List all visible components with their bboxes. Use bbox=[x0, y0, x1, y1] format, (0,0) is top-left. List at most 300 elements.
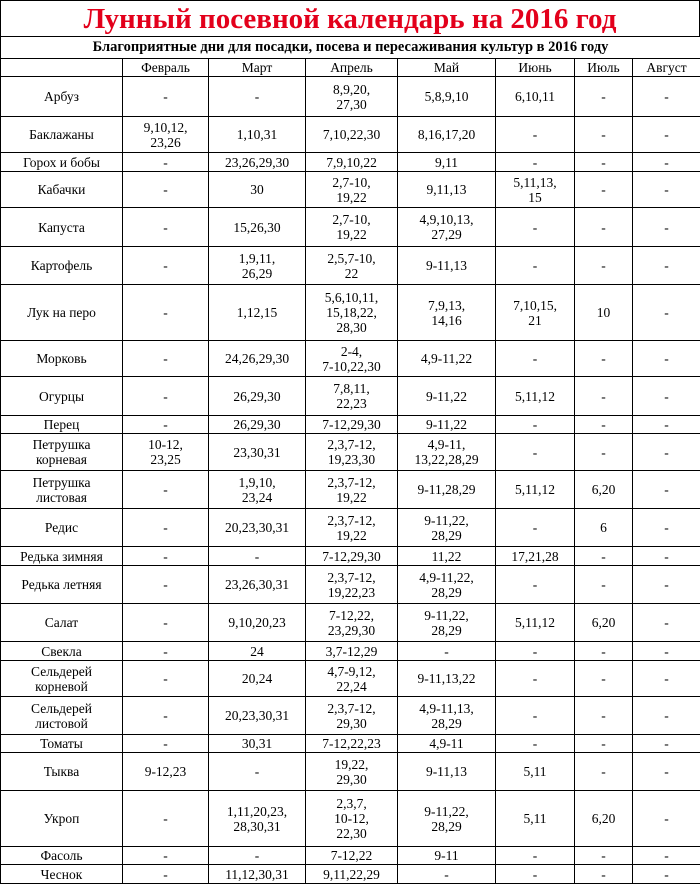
days-cell bbox=[209, 661, 306, 697]
days-line: 28,30 bbox=[336, 320, 367, 335]
days-line: 9,11 bbox=[434, 154, 459, 170]
days-line: - bbox=[601, 736, 606, 751]
month-header: Июль bbox=[575, 59, 633, 77]
days-cell bbox=[575, 77, 633, 117]
days-line: - bbox=[664, 764, 669, 779]
days-cell bbox=[633, 753, 700, 791]
days-cell bbox=[123, 416, 209, 434]
days-line: - bbox=[601, 643, 606, 659]
days-line: 10-12, bbox=[334, 811, 369, 826]
days-line: 5,11 bbox=[523, 811, 547, 826]
days-cell bbox=[575, 642, 633, 661]
days-cell bbox=[123, 604, 209, 642]
days-cell bbox=[398, 547, 496, 566]
days-cell bbox=[306, 285, 398, 341]
days-cell bbox=[575, 847, 633, 865]
days-line: 2-4, bbox=[340, 343, 363, 359]
crop-name-line: Сельдерей bbox=[31, 700, 92, 716]
crop-name-cell bbox=[1, 847, 123, 865]
days-cell bbox=[496, 547, 575, 566]
days-line: 19,22 bbox=[336, 189, 367, 205]
days-line: - bbox=[664, 258, 669, 273]
table-row bbox=[1, 791, 700, 847]
days-cell bbox=[123, 735, 209, 753]
days-line: - bbox=[664, 520, 669, 535]
days-cell bbox=[209, 642, 306, 661]
crop-name-line: листовой bbox=[35, 715, 88, 731]
month-header: Июнь bbox=[496, 59, 575, 77]
days-line: 2,3,7-12, bbox=[327, 512, 376, 528]
days-cell bbox=[398, 697, 496, 735]
table-row bbox=[1, 604, 700, 642]
days-cell bbox=[123, 77, 209, 117]
days-line: 9-11,22 bbox=[425, 417, 468, 432]
days-line: 26,29 bbox=[241, 265, 273, 281]
days-line: 9-11,13 bbox=[425, 764, 468, 779]
days-cell bbox=[398, 377, 496, 416]
days-cell bbox=[633, 735, 700, 753]
days-cell bbox=[633, 208, 700, 247]
days-cell bbox=[306, 547, 398, 566]
days-cell bbox=[398, 791, 496, 847]
days-line: - bbox=[532, 154, 538, 170]
crop-name-line: Томаты bbox=[40, 736, 83, 751]
days-line: - bbox=[601, 764, 606, 779]
crop-name-cell bbox=[1, 791, 123, 847]
days-line: 5,6,10,11, bbox=[324, 290, 379, 305]
table-row bbox=[1, 865, 700, 884]
days-cell bbox=[123, 847, 209, 865]
days-line: 6 bbox=[600, 520, 607, 535]
days-line: - bbox=[601, 127, 606, 142]
days-line: 1,11,20,23, bbox=[226, 803, 288, 819]
days-line: - bbox=[532, 577, 538, 592]
days-cell bbox=[398, 735, 496, 753]
days-line: - bbox=[664, 351, 669, 366]
days-cell bbox=[398, 847, 496, 865]
days-line: 15,26,30 bbox=[233, 219, 281, 235]
days-line: - bbox=[664, 305, 669, 320]
days-line: 26,29,30 bbox=[233, 388, 281, 404]
days-line: - bbox=[664, 708, 669, 723]
days-cell bbox=[633, 434, 700, 471]
days-line: - bbox=[163, 708, 168, 723]
days-line: - bbox=[163, 89, 168, 104]
days-line: 4,9,10,13, bbox=[419, 212, 474, 227]
days-cell bbox=[398, 642, 496, 661]
days-cell bbox=[633, 172, 700, 208]
days-cell bbox=[306, 847, 398, 865]
days-line: - bbox=[532, 219, 538, 235]
days-cell bbox=[209, 247, 306, 285]
days-line: 9,10,20,23 bbox=[228, 615, 286, 630]
days-cell bbox=[306, 642, 398, 661]
days-line: 7,10,22,30 bbox=[322, 127, 381, 142]
days-cell bbox=[633, 341, 700, 377]
days-line: 4,9-11, bbox=[427, 437, 466, 452]
days-cell bbox=[306, 661, 398, 697]
crop-name-line: Петрушка bbox=[32, 474, 91, 490]
table-row bbox=[1, 117, 700, 153]
days-cell bbox=[496, 642, 575, 661]
days-cell bbox=[209, 377, 306, 416]
days-cell bbox=[123, 341, 209, 377]
table-row bbox=[1, 471, 700, 509]
days-cell bbox=[209, 153, 306, 172]
days-cell bbox=[575, 247, 633, 285]
days-line: 9-11,13,22 bbox=[417, 671, 476, 686]
days-line: - bbox=[664, 154, 669, 170]
days-cell bbox=[306, 77, 398, 117]
days-line: - bbox=[664, 577, 669, 592]
days-cell bbox=[575, 117, 633, 153]
days-line: 5,11,12 bbox=[515, 615, 555, 630]
days-cell bbox=[123, 661, 209, 697]
days-cell bbox=[398, 566, 496, 604]
days-cell bbox=[123, 865, 209, 884]
crop-name-cell bbox=[1, 471, 123, 509]
days-line: 5,11 bbox=[523, 764, 547, 779]
days-cell bbox=[398, 416, 496, 434]
days-cell bbox=[575, 153, 633, 172]
days-cell bbox=[633, 547, 700, 566]
days-cell bbox=[306, 566, 398, 604]
days-cell bbox=[209, 172, 306, 208]
table-row bbox=[1, 847, 700, 865]
days-cell bbox=[306, 341, 398, 377]
crop-name-cell bbox=[1, 377, 123, 416]
days-cell bbox=[209, 753, 306, 791]
days-cell bbox=[306, 434, 398, 471]
days-line: - bbox=[601, 388, 606, 404]
days-cell bbox=[575, 791, 633, 847]
days-cell bbox=[209, 865, 306, 884]
days-line: - bbox=[163, 417, 168, 432]
days-cell bbox=[306, 247, 398, 285]
days-line: 7-12,29,30 bbox=[322, 417, 381, 432]
days-line: - bbox=[163, 848, 168, 863]
days-cell bbox=[398, 153, 496, 172]
days-line: - bbox=[163, 736, 168, 751]
days-line: - bbox=[601, 219, 606, 235]
crop-name-line: Кабачки bbox=[37, 182, 86, 197]
days-cell bbox=[123, 547, 209, 566]
crop-name-line: корневая bbox=[36, 452, 87, 467]
days-cell bbox=[575, 285, 633, 341]
days-line: - bbox=[664, 848, 669, 863]
days-cell bbox=[575, 566, 633, 604]
days-line: 7,8,11, bbox=[333, 381, 370, 396]
days-line: 9-11 bbox=[434, 848, 459, 863]
days-line: - bbox=[664, 736, 669, 751]
days-line: - bbox=[664, 643, 669, 659]
days-line: - bbox=[163, 548, 168, 564]
days-cell bbox=[496, 753, 575, 791]
days-line: - bbox=[664, 866, 669, 882]
days-cell bbox=[398, 172, 496, 208]
crop-name-cell bbox=[1, 172, 123, 208]
days-line: - bbox=[532, 258, 538, 273]
days-line: - bbox=[163, 182, 168, 197]
table-body bbox=[1, 77, 700, 884]
days-cell bbox=[496, 661, 575, 697]
crop-name-cell bbox=[1, 547, 123, 566]
days-line: 6,20 bbox=[591, 482, 616, 497]
crop-name-cell bbox=[1, 604, 123, 642]
days-line: - bbox=[664, 548, 669, 564]
days-line: 7-12,22,23 bbox=[322, 736, 381, 751]
days-cell bbox=[398, 77, 496, 117]
days-line: - bbox=[532, 866, 538, 882]
days-line: 23,25 bbox=[150, 452, 181, 467]
crop-name-cell bbox=[1, 661, 123, 697]
days-cell bbox=[633, 285, 700, 341]
days-line: - bbox=[601, 89, 606, 104]
days-line: 19,22 bbox=[336, 489, 367, 505]
table-row bbox=[1, 172, 700, 208]
days-line: 7-12,22 bbox=[330, 848, 373, 863]
days-cell bbox=[633, 865, 700, 884]
days-cell bbox=[633, 847, 700, 865]
days-line: 2,7-10, bbox=[332, 174, 371, 190]
days-line: - bbox=[532, 351, 538, 366]
crop-name-line: Петрушка bbox=[32, 437, 91, 452]
days-cell bbox=[398, 341, 496, 377]
days-line: - bbox=[601, 417, 606, 432]
days-line: 4,9-11,22 bbox=[420, 351, 473, 366]
month-header: Май bbox=[398, 59, 496, 77]
days-line: 13,22,28,29 bbox=[414, 452, 479, 467]
days-line: 23,30,31 bbox=[233, 444, 281, 460]
days-line: 7,9,13, bbox=[427, 297, 466, 313]
days-cell bbox=[575, 865, 633, 884]
month-header-row bbox=[1, 59, 700, 77]
days-line: 20,23,30,31 bbox=[224, 520, 290, 535]
days-cell bbox=[123, 753, 209, 791]
sowing-calendar-table bbox=[0, 36, 700, 884]
days-cell bbox=[496, 153, 575, 172]
days-line: - bbox=[601, 351, 606, 366]
days-line: - bbox=[532, 708, 538, 723]
crop-name-line: Баклажаны bbox=[29, 127, 94, 142]
days-cell bbox=[123, 791, 209, 847]
days-cell bbox=[209, 77, 306, 117]
crop-name-cell bbox=[1, 77, 123, 117]
days-cell bbox=[398, 117, 496, 153]
days-cell bbox=[575, 753, 633, 791]
days-line: 9-11,22, bbox=[424, 803, 469, 819]
days-line: - bbox=[444, 866, 449, 882]
days-line: 5,11,12 bbox=[515, 388, 555, 404]
crop-name-line: Укроп bbox=[43, 811, 80, 826]
days-line: - bbox=[664, 482, 669, 497]
crop-name-line: Огурцы bbox=[38, 388, 85, 404]
days-cell bbox=[123, 566, 209, 604]
days-line: - bbox=[532, 444, 538, 460]
days-line: 4,9-11 bbox=[429, 736, 464, 751]
table-row bbox=[1, 566, 700, 604]
days-line: 19,22 bbox=[336, 227, 367, 242]
table-row bbox=[1, 285, 700, 341]
days-line: - bbox=[163, 577, 168, 592]
days-cell bbox=[398, 509, 496, 547]
days-cell bbox=[123, 285, 209, 341]
days-cell bbox=[123, 247, 209, 285]
table-row bbox=[1, 735, 700, 753]
table-row bbox=[1, 416, 700, 434]
crop-name-cell bbox=[1, 341, 123, 377]
days-line: 4,7-9,12, bbox=[327, 663, 376, 679]
days-line: - bbox=[532, 520, 538, 535]
days-line: 28,29 bbox=[431, 527, 462, 543]
days-line: - bbox=[254, 764, 260, 779]
days-line: - bbox=[532, 417, 538, 432]
days-line: 20,24 bbox=[241, 671, 273, 686]
days-cell bbox=[209, 416, 306, 434]
days-cell bbox=[633, 661, 700, 697]
days-line: 30,31 bbox=[241, 736, 273, 751]
days-line: - bbox=[601, 548, 606, 564]
days-line: - bbox=[664, 388, 669, 404]
days-cell bbox=[209, 509, 306, 547]
table-row bbox=[1, 547, 700, 566]
days-line: - bbox=[664, 615, 669, 630]
days-cell bbox=[209, 791, 306, 847]
days-cell bbox=[398, 753, 496, 791]
crop-name-cell bbox=[1, 416, 123, 434]
month-header: Февраль bbox=[123, 59, 209, 77]
days-line: 2,3,7-12, bbox=[327, 700, 376, 716]
days-cell bbox=[575, 341, 633, 377]
days-cell bbox=[209, 566, 306, 604]
days-cell bbox=[633, 77, 700, 117]
days-cell bbox=[575, 434, 633, 471]
days-line: 14,16 bbox=[431, 312, 462, 328]
days-cell bbox=[123, 471, 209, 509]
days-line: - bbox=[532, 848, 538, 863]
days-cell bbox=[123, 153, 209, 172]
days-line: - bbox=[664, 444, 669, 460]
days-cell bbox=[633, 791, 700, 847]
days-cell bbox=[123, 172, 209, 208]
days-line: 19,22,23 bbox=[327, 584, 376, 600]
days-line: 28,29 bbox=[431, 622, 462, 638]
days-line: 9-12,23 bbox=[144, 764, 187, 779]
crop-name-line: Перец bbox=[43, 417, 80, 432]
days-cell bbox=[633, 642, 700, 661]
days-line: - bbox=[444, 643, 449, 659]
days-cell bbox=[398, 865, 496, 884]
days-line: 8,16,17,20 bbox=[417, 127, 476, 142]
days-line: - bbox=[532, 643, 538, 659]
table-row bbox=[1, 697, 700, 735]
days-line: 7-12,29,30 bbox=[322, 548, 381, 564]
days-line: 19,22 bbox=[336, 527, 367, 543]
days-line: 20,23,30,31 bbox=[224, 708, 290, 723]
days-cell bbox=[496, 416, 575, 434]
days-line: 28,29 bbox=[431, 715, 462, 731]
days-cell bbox=[306, 471, 398, 509]
days-line: - bbox=[163, 615, 168, 630]
days-line: - bbox=[532, 127, 538, 142]
days-line: 1,9,11, bbox=[238, 250, 276, 266]
days-line: 1,12,15 bbox=[236, 305, 278, 320]
days-cell bbox=[209, 735, 306, 753]
days-cell bbox=[496, 208, 575, 247]
days-line: - bbox=[601, 708, 606, 723]
days-line: 22,24 bbox=[336, 678, 367, 694]
days-cell bbox=[398, 471, 496, 509]
days-cell bbox=[306, 153, 398, 172]
days-cell bbox=[633, 416, 700, 434]
days-cell bbox=[496, 434, 575, 471]
days-cell bbox=[209, 341, 306, 377]
days-cell bbox=[633, 509, 700, 547]
table-row bbox=[1, 247, 700, 285]
crop-name-cell bbox=[1, 208, 123, 247]
days-cell bbox=[633, 153, 700, 172]
days-line: 23,26,29,30 bbox=[224, 154, 290, 170]
days-cell bbox=[496, 471, 575, 509]
crop-name-cell bbox=[1, 642, 123, 661]
table-subtitle: Благоприятные дни для посадки, посева и пересаживания культур в 2016 году bbox=[1, 37, 700, 59]
days-cell bbox=[633, 697, 700, 735]
days-line: 2,3,7-12, bbox=[327, 437, 376, 452]
crop-name-line: Тыква bbox=[43, 764, 80, 779]
crop-name-cell bbox=[1, 697, 123, 735]
days-cell bbox=[496, 77, 575, 117]
days-line: 28,30,31 bbox=[233, 818, 281, 834]
crop-name-cell bbox=[1, 285, 123, 341]
days-line: 22,23 bbox=[336, 396, 367, 411]
days-line: 8,9,20, bbox=[332, 81, 371, 97]
days-line: 10-12, bbox=[148, 437, 183, 452]
crop-column-header bbox=[1, 59, 123, 77]
days-line: 30 bbox=[250, 182, 264, 197]
days-line: 5,11,13, bbox=[513, 174, 557, 190]
days-line: - bbox=[664, 182, 669, 197]
days-cell bbox=[496, 566, 575, 604]
days-line: 1,10,31 bbox=[236, 127, 278, 142]
days-cell bbox=[575, 471, 633, 509]
days-line: 28,29 bbox=[431, 818, 462, 834]
days-cell bbox=[575, 172, 633, 208]
days-cell bbox=[306, 735, 398, 753]
days-cell bbox=[496, 172, 575, 208]
days-line: 23,24 bbox=[241, 489, 273, 505]
days-cell bbox=[496, 341, 575, 377]
days-cell bbox=[496, 377, 575, 416]
days-cell bbox=[575, 661, 633, 697]
crop-name-line: Сельдерей bbox=[31, 663, 92, 679]
days-cell bbox=[398, 208, 496, 247]
days-line: - bbox=[664, 811, 669, 826]
crop-name-line: Свекла bbox=[41, 643, 82, 659]
days-line: - bbox=[163, 305, 168, 320]
days-line: 15 bbox=[528, 189, 542, 205]
days-cell bbox=[209, 604, 306, 642]
days-cell bbox=[123, 377, 209, 416]
days-line: - bbox=[163, 643, 168, 659]
crop-name-line: Лук на перо bbox=[27, 305, 96, 320]
month-header: Апрель bbox=[306, 59, 398, 77]
crop-name-cell bbox=[1, 153, 123, 172]
days-cell bbox=[575, 547, 633, 566]
days-line: 22 bbox=[344, 265, 359, 281]
days-line: 2,5,7-10, bbox=[327, 250, 376, 266]
days-line: 7-10,22,30 bbox=[322, 358, 381, 374]
days-cell bbox=[398, 285, 496, 341]
